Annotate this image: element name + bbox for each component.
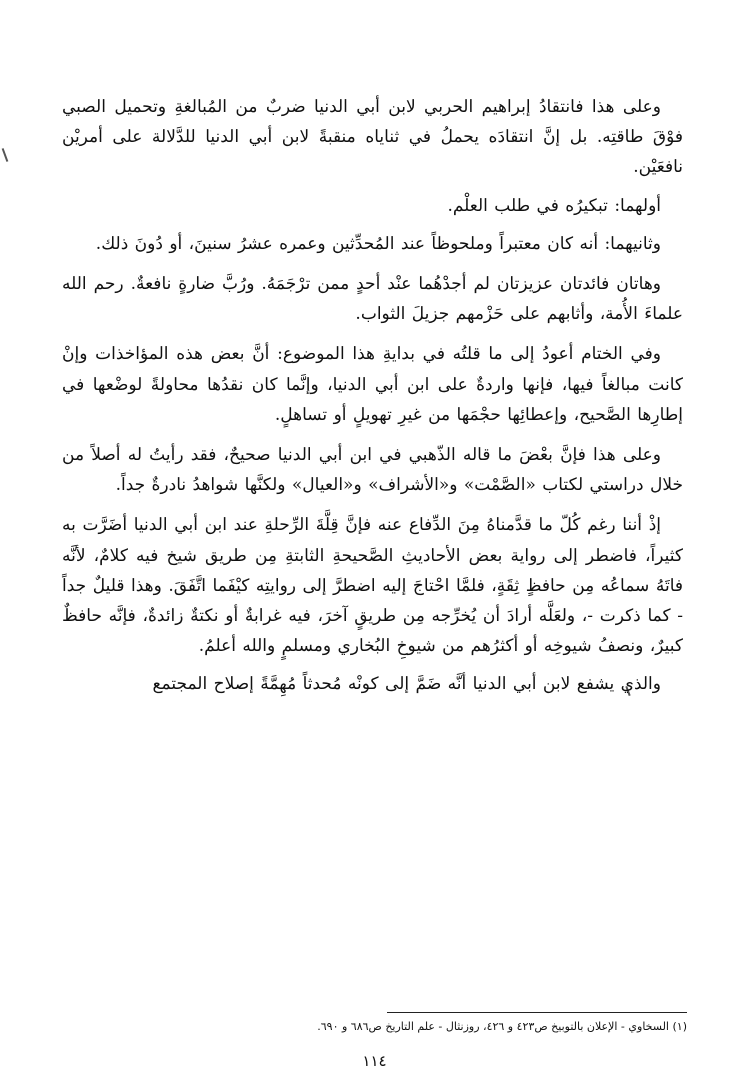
paragraph: إذْ أننا رغم كُلّ ما قدَّمناهُ مِنَ الدِّفاع عنه فإنَّ قِلَّةَ الرِّحلةِ عند ابن أبي الدنيا أضَرَّت به كثيراً، فاضطر إلى رواية بعض الأحاديثِ الصَّحيحةِ الثابتةِ مِن طريق شيخ فيه كلامٌ، لأنَّه فاتَهُ سماعُه مِن حافظٍ ثِقَةٍ، فلمَّا احْتاجَ إليه اضطرَّ إلى روايتِه كيْفَما اتَّفَقَ. وهذا قليلٌ جداً - كما ذكرت -، ولعَلَّه أرادَ أن يُخرِّجه مِن طريقٍ آخرَ، فيه غرابةٌ أو نكتةٌ زائدةٌ، فإنَّه حافظٌ كبيرٌ، ونصفُ شيوخِه أو أكثرُهم من شيوخِ البُخاري ومسلمٍ والله أعلمُ. <box>62 515 683 657</box>
page-number: ١١٤ <box>362 1052 387 1070</box>
footnote-divider <box>387 1012 687 1013</box>
paragraph: والذي يشفع لابن أبي الدنيا أنَّه ضَمَّ إلى كونْه مُحدثاً مُهِمَّةً إصلاح المجتمع <box>152 674 661 695</box>
paragraph: وعلى هذا فإنَّ بعْضَ ما قاله الذّهبي في ابن أبي الدنيا صحيحٌ، فقد رأيتُ له أصلاً من خلال دراستي لكتاب «الصَّمْت» و«الأشراف» و«العيال» ولكنَّها شواهدُ نادرةٌ جداً. <box>62 445 683 496</box>
paragraph: وفي الختام أعودُ إلى ما قلتُه في بدايةِ هذا الموضوع: أنَّ بعض هذه المؤاخذات وإنْ كانت مبالغاً فيها، فإنها واردةٌ على ابن أبي الدنيا، وإنَّما كان نقدُها محاولةً لوضْعها في إطارِها الصَّحيح، وإعطائِها حجْمَها من غيرِ تهويلٍ أو تساهلٍ. <box>62 344 683 425</box>
margin-pencil-mark <box>2 148 9 162</box>
paragraph: وهاتان فائدتان عزيزتان لم أجدْهُما عنْد أحدٍ ممن ترْجَمَهُ. ورُبَّ ضارةٍ نافعةٌ. رحم الله علماءَ الأُمة، وأثابهم على حَزْمهم جزيلَ الثواب. <box>62 274 683 325</box>
paragraph: وثانيهما: أنه كان معتبراً وملحوظاً عند المُحدِّثين وعمره عشرُ سنينَ، أو دُونَ ذلك. <box>95 233 661 254</box>
body-text <box>62 92 683 700</box>
footnote: (١) السخاوي - الإعلان بالتوبيخ ص٤٢٣ و ٤٢٦، روزنثال - علم التاريخ ص٦٨٦ و ٦٩٠. <box>317 1020 687 1033</box>
paragraph: أولهما: تبكيرُه في طلب العلْم. <box>447 195 661 216</box>
paragraph: وعلى هذا فانتقادُ إبراهيم الحربي لابن أبي الدنيا ضربٌ من المُبالغةِ وتحميل الصبي فوْقَ طاقتِه. بل إنَّ انتقادَه يحملُ في ثناياه منقبةً لابن أبي الدنيا للدَّلالة على أمريْن نافعَيْن. <box>62 97 683 178</box>
